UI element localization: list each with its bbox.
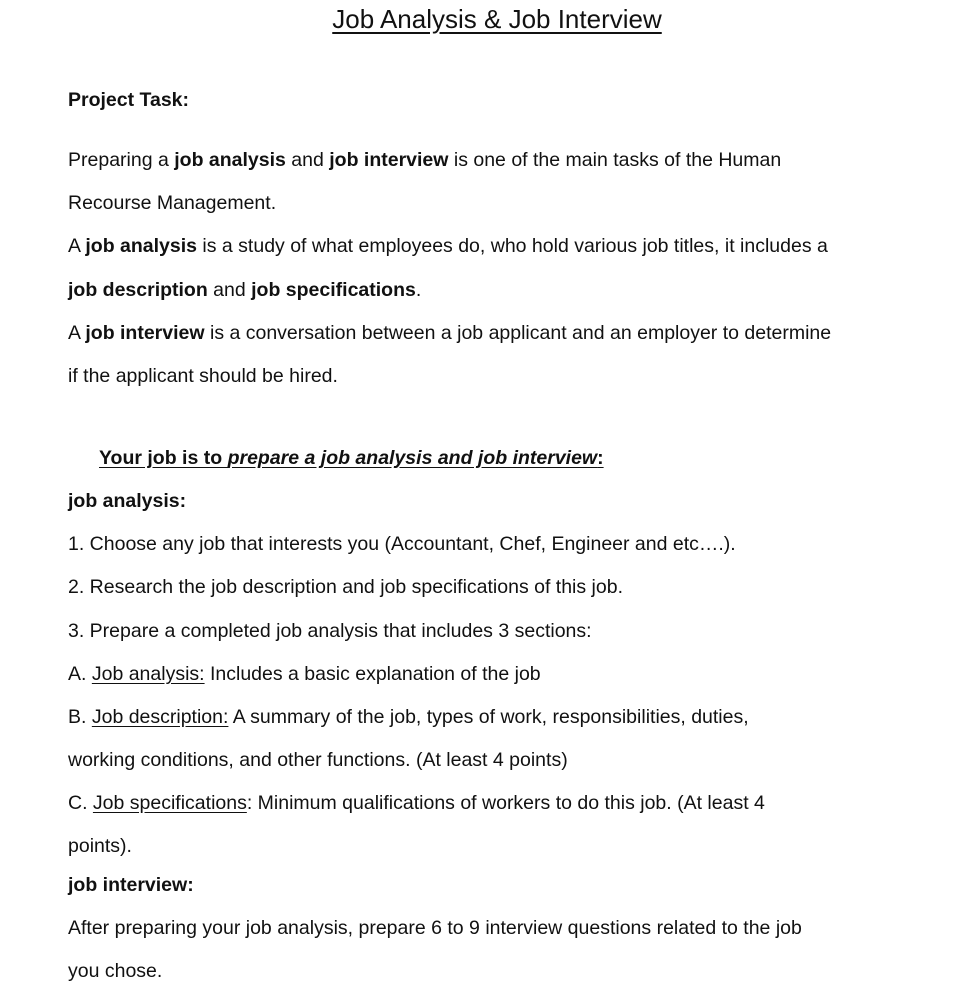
section-c-label: Job specifications	[92, 792, 247, 814]
interview-line-2: you chose.	[68, 960, 163, 982]
term-job-interview: job interview	[329, 149, 449, 171]
term-job-description: job description	[68, 279, 208, 301]
interview-line-1: After preparing your job analysis, prepare 6 to 9 interview questions related to the job	[68, 917, 802, 939]
term-job-specifications: job specifications	[251, 279, 416, 301]
section-b-line-2: working conditions, and other functions. (At least 4 points)	[68, 749, 568, 771]
project-task-heading: Project Task:	[68, 89, 190, 111]
intro-paragraph-3-line-2: if the applicant should be hired.	[68, 365, 338, 387]
page-title: Job Analysis & Job Interview	[332, 4, 662, 34]
section-b-line-1: B. Job description: A summary of the job, types of work, responsibilities, duties,	[68, 706, 749, 728]
term-job-analysis: job analysis	[85, 235, 197, 257]
intro-paragraph-1-line-2: Recourse Management.	[68, 192, 277, 214]
section-c-line-1: C. Job specifications: Minimum qualifications of workers to do this job. (At least 4	[68, 792, 765, 814]
section-b-label: Job description:	[91, 706, 229, 728]
intro-paragraph-2-line-2: job description and job specifications.	[68, 279, 422, 301]
step-1: 1. Choose any job that interests you (Accountant, Chef, Engineer and etc….).	[68, 533, 736, 555]
intro-paragraph-2-line-1: A job analysis is a study of what employees do, who hold various job titles, it includes a	[68, 235, 828, 257]
intro-paragraph-3-line-1: A job interview is a conversation between a job applicant and an employer to determine	[68, 322, 832, 344]
job-analysis-heading: job analysis:	[68, 490, 187, 512]
step-2: 2. Research the job description and job specifications of this job.	[68, 576, 623, 598]
term-job-interview: job interview	[85, 322, 205, 344]
term-job-analysis: job analysis	[174, 149, 286, 171]
task-heading-emphasis: prepare a job analysis and job interview	[227, 447, 598, 469]
section-a: A. Job analysis: Includes a basic explanation of the job	[68, 663, 541, 685]
section-c-line-2: points).	[68, 835, 132, 857]
job-interview-heading: job interview:	[68, 874, 194, 896]
intro-paragraph-1-line-1: Preparing a job analysis and job interview is one of the main tasks of the Human	[68, 149, 782, 171]
section-a-label: Job analysis:	[91, 663, 205, 685]
task-heading: Your job is to prepare a job analysis and job interview:	[99, 447, 604, 469]
step-3: 3. Prepare a completed job analysis that includes 3 sections:	[68, 620, 592, 642]
